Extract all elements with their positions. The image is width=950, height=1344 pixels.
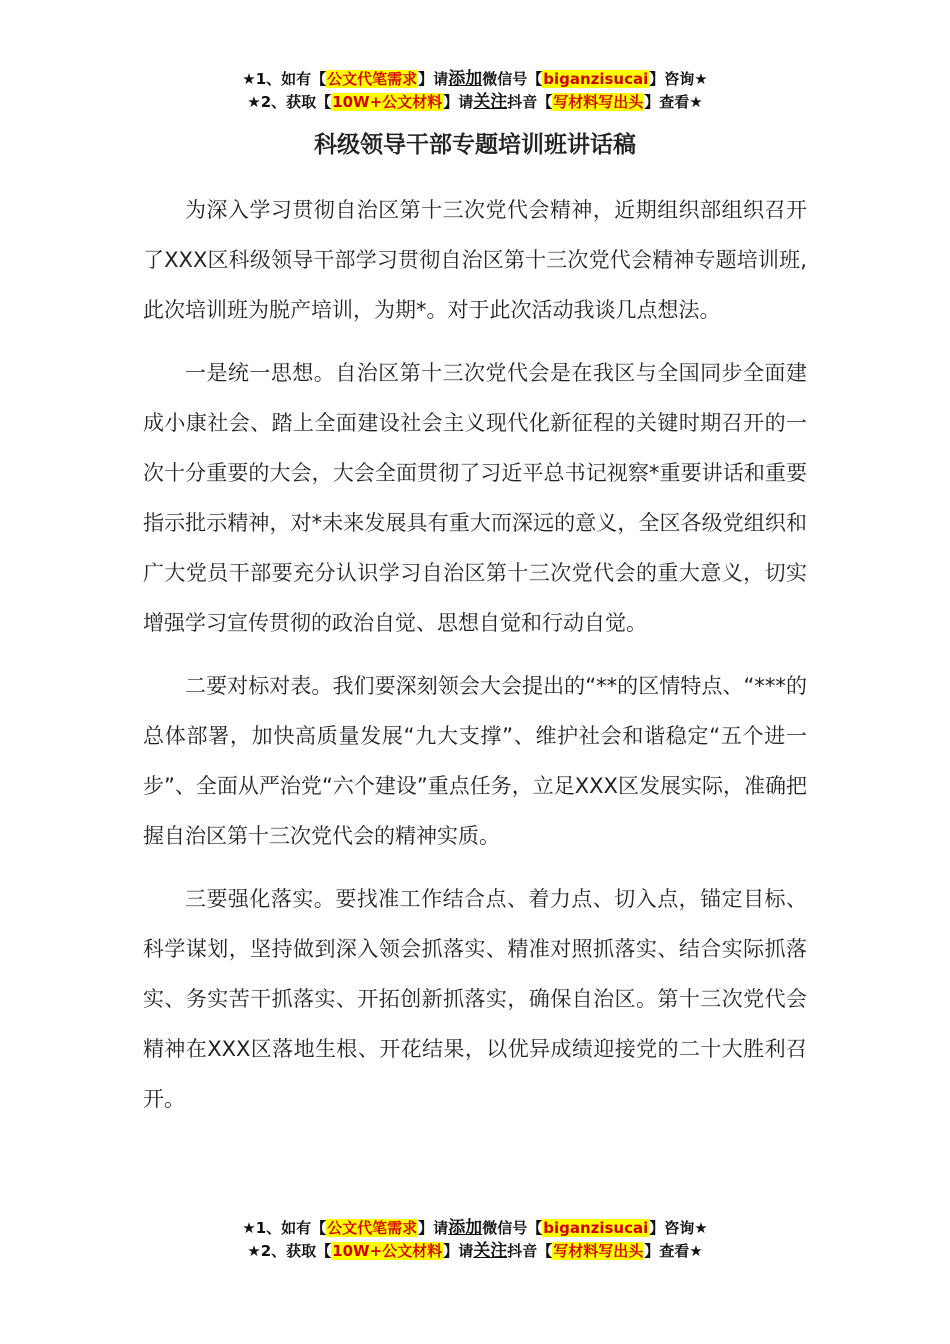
promo-text: 】请 — [418, 70, 449, 88]
promo-line-2 — [0, 1240, 950, 1263]
promo-text: ★2、获取【 — [247, 1242, 332, 1260]
promo-line-1 — [0, 1217, 950, 1240]
promo-highlight-wechat: biganzisucai — [543, 70, 649, 88]
promo-highlight-douyin: 写材料写出头 — [553, 93, 644, 111]
promo-text: 抖音【 — [507, 93, 553, 111]
promo-line-2 — [0, 91, 950, 114]
promo-banner-bottom — [0, 1217, 950, 1263]
promo-text: 】请 — [418, 1219, 449, 1237]
promo-banner-top — [0, 68, 950, 114]
promo-text: ★2、获取【 — [247, 93, 332, 111]
promo-text: 】咨询★ — [649, 70, 708, 88]
promo-underlined: 添加 — [448, 1218, 483, 1238]
document-title: 科级领导干部专题培训班讲话稿 — [314, 132, 636, 158]
promo-underlined: 关注 — [473, 92, 508, 112]
paragraph-intro: 为深入学习贯彻自治区第十三次党代会精神，近期组织部组织召开了XXX区科级领导干部学习贯彻自治区第十三次党代会精神专题培训班,此次培训班为脱产培训，为期*。对于此次活动我谈几点想法。 — [143, 198, 807, 322]
promo-text: 】请 — [443, 1242, 474, 1260]
promo-text: ★1、如有【 — [242, 70, 327, 88]
promo-text: 】查看★ — [644, 1242, 703, 1260]
promo-text: 】咨询★ — [649, 1219, 708, 1237]
promo-text: 微信号【 — [482, 1219, 543, 1237]
promo-text: 】查看★ — [644, 93, 703, 111]
promo-highlight: 10W+公文材料 — [332, 1242, 443, 1260]
promo-underlined: 添加 — [448, 69, 483, 89]
paragraph-point-2: 二要对标对表。我们要深刻领会大会提出的“**的区情特点、“***的总体部署，加快高质量发展“九大支撑”、维护社会和谐稳定“五个进一步”、全面从严治党“六个建设”重点任务，立足XXX区发展实际，准确把握自治区第十三次党代会的精神实质。 — [143, 674, 807, 848]
promo-highlight: 公文代笔需求 — [327, 70, 418, 88]
promo-highlight: 公文代笔需求 — [327, 1219, 418, 1237]
promo-highlight-wechat: biganzisucai — [543, 1219, 649, 1237]
promo-text: 抖音【 — [507, 1242, 553, 1260]
promo-highlight: 10W+公文材料 — [332, 93, 443, 111]
paragraph-point-3: 三要强化落实。要找准工作结合点、着力点、切入点，锚定目标、科学谋划，坚持做到深入领会抓落实、精准对照抓落实、结合实际抓落实、务实苦干抓落实、开拓创新抓落实，确保自治区。第十三次党代会精神在XXX区落地生根、开花结果，以优异成绩迎接党的二十大胜利召开。 — [143, 887, 807, 1111]
promo-line-1 — [0, 68, 950, 91]
promo-underlined: 关注 — [473, 1241, 508, 1261]
paragraph-point-1: 一是统一思想。自治区第十三次党代会是在我区与全国同步全面建成小康社会、踏上全面建设社会主义现代化新征程的关键时期召开的一次十分重要的大会，大会全面贯彻了习近平总书记视察*重要讲话和重要指示批示精神，对*未来发展具有重大而深远的意义，全区各级党组织和广大党员干部要充分认识学习自治区第十三次党代会的重大意义，切实增强学习宣传贯彻的政治自觉、思想自觉和行动自觉。 — [143, 361, 807, 635]
promo-text: 】请 — [443, 93, 474, 111]
document-body — [143, 185, 807, 1137]
promo-text: 微信号【 — [482, 70, 543, 88]
promo-text: ★1、如有【 — [242, 1219, 327, 1237]
promo-highlight-douyin: 写材料写出头 — [553, 1242, 644, 1260]
